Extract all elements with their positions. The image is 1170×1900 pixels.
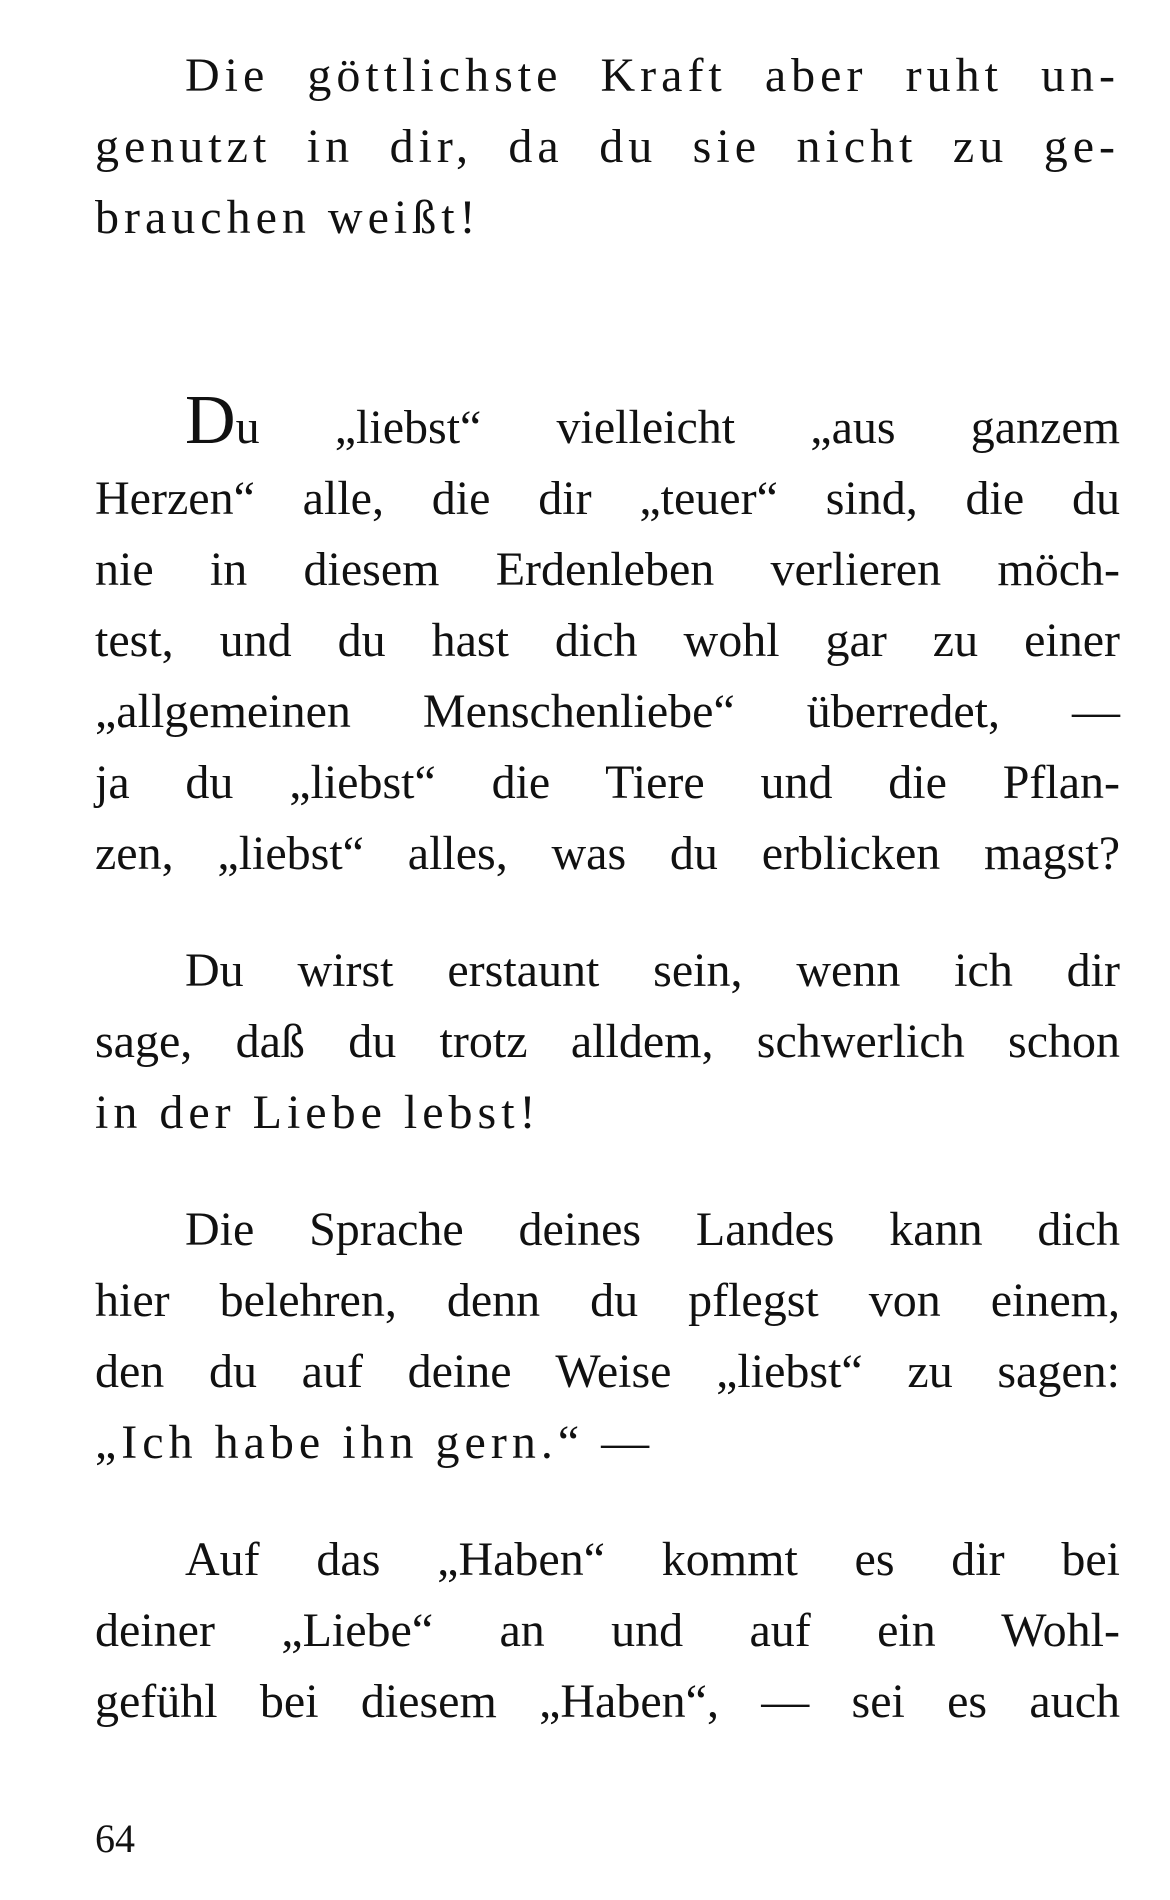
text-line: „Ich habe ihn gern.“ — xyxy=(95,1416,655,1469)
text-line: „allgemeinen Menschenliebe“ überredet, — xyxy=(95,685,1120,738)
page-number: 64 xyxy=(95,1816,135,1861)
text-line: sage, daß du trotz alldem, schwerlich schon xyxy=(95,1015,1120,1068)
paragraph-2 xyxy=(95,382,1120,889)
text-line: Die göttlichste Kraft aber ruht un- xyxy=(185,49,1120,102)
paragraph-3 xyxy=(95,935,1120,1148)
text-line: genutzt in dir, da du sie nicht zu ge- xyxy=(95,120,1120,173)
text-line: Du wirst erstaunt sein, wenn ich dir xyxy=(185,944,1120,997)
book-page xyxy=(95,40,1120,1737)
text-line: in der Liebe lebst! xyxy=(95,1086,541,1139)
paragraph-5 xyxy=(95,1524,1120,1737)
text-line: nie in diesem Erdenleben verlieren möch- xyxy=(95,543,1120,596)
paragraph-4 xyxy=(95,1194,1120,1478)
paragraph-1 xyxy=(95,40,1120,253)
text-line: Herzen“ alle, die dir „teuer“ sind, die du xyxy=(95,472,1120,525)
text-line: u „liebst“ vielleicht „aus ganzem xyxy=(235,401,1120,454)
text-line-with-dropcap xyxy=(95,382,1120,463)
text-line: test, und du hast dich wohl gar zu einer xyxy=(95,614,1120,667)
text-line: ja du „liebst“ die Tiere und die Pflan- xyxy=(95,756,1120,809)
drop-cap-letter: D xyxy=(185,382,236,459)
text-line: brauchen weißt! xyxy=(95,191,481,244)
text-line: Auf das „Haben“ kommt es dir bei xyxy=(185,1533,1120,1586)
text-line: Die Sprache deines Landes kann dich xyxy=(185,1203,1120,1256)
text-line: hier belehren, denn du pflegst von einem, xyxy=(95,1274,1120,1327)
text-line: gefühl bei diesem „Haben“, — sei es auch xyxy=(95,1675,1120,1728)
text-line: deiner „Liebe“ an und auf ein Wohl- xyxy=(95,1604,1120,1657)
text-line: zen, „liebst“ alles, was du erblicken magst? xyxy=(95,827,1120,880)
text-line: den du auf deine Weise „liebst“ zu sagen: xyxy=(95,1345,1120,1398)
